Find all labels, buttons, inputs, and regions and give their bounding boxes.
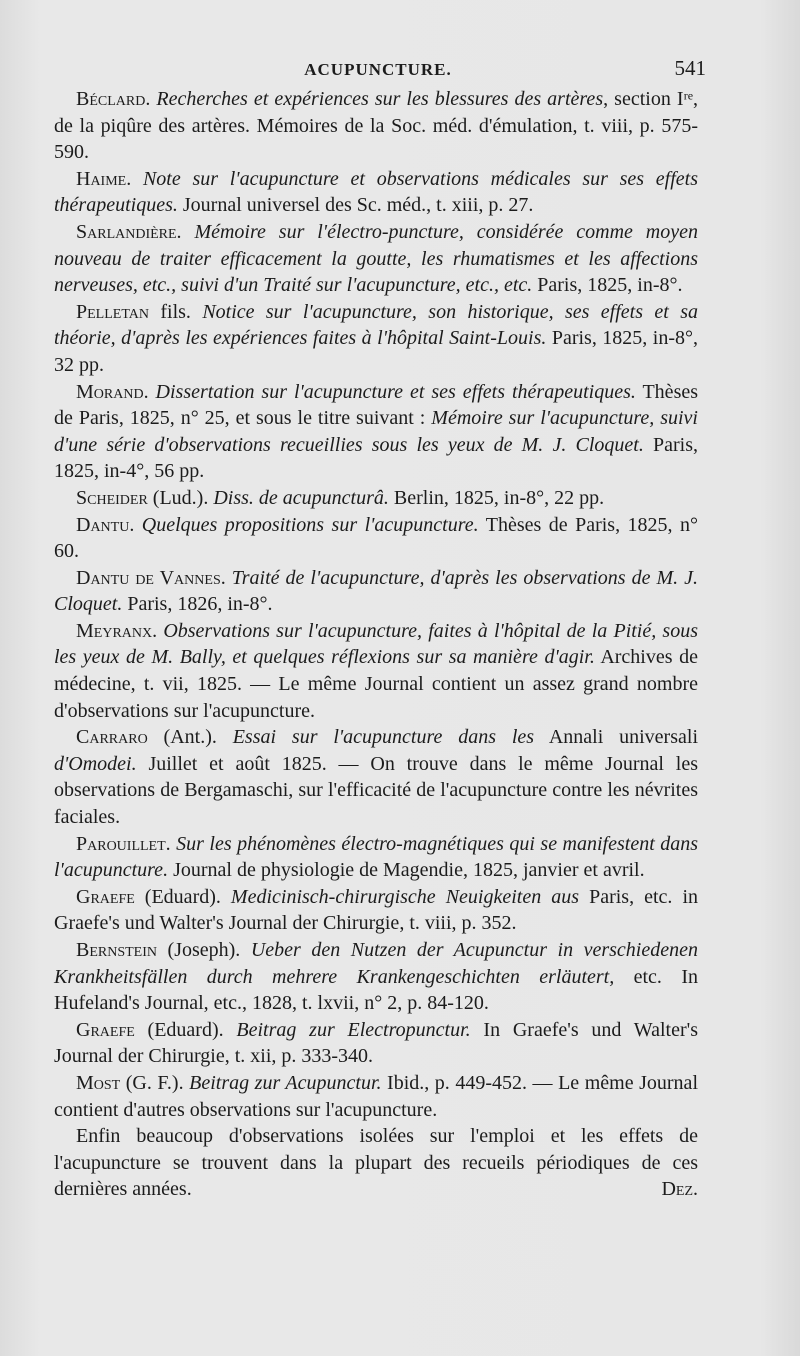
entry-author: Haime.	[76, 167, 132, 190]
entry-title: Note sur l'acupuncture et observations médicales sur ses effets thérapeutiques.	[54, 167, 698, 217]
page-number: 541	[674, 56, 706, 80]
entry-text: , section Iʳᵉ, de la piqûre des artères. Mémoires de la Soc. méd. d'émulation, t. viii, p. 575-590.	[54, 88, 699, 164]
entry-title-secondary: d'Omodei.	[54, 752, 137, 775]
entry-title: Notice sur l'acupuncture, son historique, ses effets et sa théorie, d'après les expériences faites à l'hôpital Saint-Louis.	[54, 300, 698, 350]
entry-title: Diss. de acupuncturâ.	[213, 486, 389, 509]
entry-author: Béclard.	[76, 88, 151, 110]
closing-paragraph	[54, 1123, 698, 1203]
entry-author-suffix: (Eduard).	[134, 1018, 237, 1041]
entry-author: Pelletan	[76, 300, 149, 323]
entry-title-secondary: Mémoire sur l'acupuncture, suivi d'une série d'observations recueillies sous les yeux de M. J. Cloquet.	[54, 407, 698, 456]
entry-text: Ibid., p. 449-452. — Le même Journal contient d'autres observations sur l'acupuncture.	[54, 1071, 698, 1121]
bibliography-entry	[54, 379, 698, 485]
entry-title: Beitrag zur Acupunctur.	[189, 1071, 382, 1094]
bibliography-entry	[54, 724, 698, 830]
entry-text: Thèses de Paris, 1825, n° 60.	[54, 513, 699, 563]
bibliography-entry	[54, 618, 698, 724]
entry-author: Most	[76, 1071, 121, 1094]
entry-title: Sur les phénomènes électro-magnétiques qui se manifestent dans l'acupuncture.	[54, 832, 698, 882]
entry-author: Dantu.	[76, 513, 135, 536]
running-head	[58, 52, 706, 86]
entry-text: Annali universali	[534, 726, 698, 749]
entry-author: Graefe	[76, 1018, 135, 1041]
entry-text: In Graefe's und Walter's Journal der Chirurgie, t. xii, p. 333-340.	[54, 1018, 698, 1068]
closing-text: Enfin beaucoup d'observations isolées sur l'emploi et les effets de l'acupuncture se trouvent dans la plupart des recueils périodiques de ces dernières années.	[54, 1125, 698, 1201]
bibliography-entry	[54, 831, 698, 884]
entry-text: Paris, 1825, in-8°, 32 pp.	[54, 327, 698, 376]
entry-title: Recherches et expériences sur les blessures des artères	[156, 88, 604, 110]
entry-title: Medicinisch-chirurgische Neuigkeiten aus	[230, 885, 580, 908]
author-signature: Dez.	[661, 1178, 698, 1201]
bibliography-entry	[54, 884, 698, 937]
entry-title: Ueber den Nutzen der Acupunctur in verschiedenen Krankheitsfällen durch mehrere Krankengeschichten erläutert,	[54, 939, 698, 988]
entry-text-secondary: Juillet et août 1825. — On trouve dans le même Journal les observations de Bergamaschi, sur l'efficacité de l'acupuncture contre les névrites faciales.	[54, 752, 698, 829]
entry-author: Morand.	[76, 380, 149, 403]
entry-author-suffix: (G. F.).	[120, 1071, 190, 1094]
entry-author-suffix: (Lud.).	[147, 486, 214, 509]
bibliography-entry	[54, 166, 698, 219]
entry-title: Observations sur l'acupuncture, faites à l'hôpital de la Pitié, sous les yeux de M. Bally, et quelques réflexions sur sa manière d'agir.	[54, 619, 699, 669]
entry-author: Carraro	[76, 726, 148, 749]
entry-author-suffix: (Joseph).	[157, 939, 251, 961]
entry-text: etc. In Hufeland's Journal, etc., 1828, t. lxvii, n° 2, p. 84-120.	[54, 965, 698, 1015]
entry-author-suffix: (Eduard).	[134, 885, 231, 908]
bibliography-entry	[54, 1017, 698, 1070]
bibliography-list	[54, 86, 698, 1203]
entry-author: Parouillet.	[76, 832, 171, 855]
entry-author: Dantu de Vannes.	[76, 566, 226, 589]
bibliography-entry	[54, 512, 698, 565]
entry-author: Bernstein	[76, 939, 158, 961]
entry-author: Graefe	[76, 885, 135, 908]
bibliography-entry	[54, 565, 698, 618]
entry-text: Berlin, 1825, in-8°, 22 pp.	[388, 486, 605, 509]
entry-text: Journal universel des Sc. méd., t. xiii, p. 27.	[177, 194, 534, 217]
entry-author: Scheider	[76, 486, 148, 509]
entry-title: Beitrag zur Electropunctur.	[236, 1018, 471, 1041]
bibliography-entry	[54, 86, 698, 166]
entry-author-suffix: (Ant.).	[147, 726, 233, 749]
entry-text-secondary: Paris, 1825, in-4°, 56 pp.	[54, 433, 699, 483]
entry-title: Mémoire sur l'électro-puncture, considérée comme moyen nouveau de traiter efficacement la goutte, les rhumatismes et les affections nerveuses, etc., suivi d'un Traité sur l'acupuncture, etc., etc.	[54, 220, 699, 297]
running-title: ACUPUNCTURE.	[304, 60, 452, 79]
entry-title: Quelques propositions sur l'acupuncture.	[141, 513, 479, 536]
bibliography-entry	[54, 1070, 698, 1123]
entry-author: Sarlandière.	[76, 220, 182, 243]
entry-text: Paris, 1826, in-8°.	[122, 593, 273, 616]
bibliography-entry	[54, 485, 698, 512]
entry-text: Paris, 1825, in-8°.	[532, 274, 683, 297]
entry-title: Traité de l'acupuncture, d'après les observations de M. J. Cloquet.	[54, 566, 698, 616]
bibliography-entry	[54, 299, 698, 379]
entry-author: Meyranx.	[76, 619, 158, 642]
entry-text: Paris, etc. in Graefe's und Walter's Journal der Chirurgie, t. viii, p. 352.	[54, 885, 699, 935]
entry-text: Thèses de Paris, 1825, n° 25, et sous le titre suivant :	[54, 380, 699, 430]
entry-text: Journal de physiologie de Magendie, 1825, janvier et avril.	[168, 859, 645, 882]
bibliography-entry	[54, 219, 698, 299]
entry-text: Archives de médecine, t. vii, 1825. — Le même Journal contient un assez grand nombre d'observations sur l'acupuncture.	[54, 646, 698, 722]
bibliography-entry	[54, 937, 698, 1017]
entry-title: Essai sur l'acupuncture dans les	[232, 726, 535, 749]
entry-title: Dissertation sur l'acupuncture et ses effets thérapeutiques.	[155, 380, 636, 403]
entry-author-suffix: fils.	[148, 300, 203, 323]
